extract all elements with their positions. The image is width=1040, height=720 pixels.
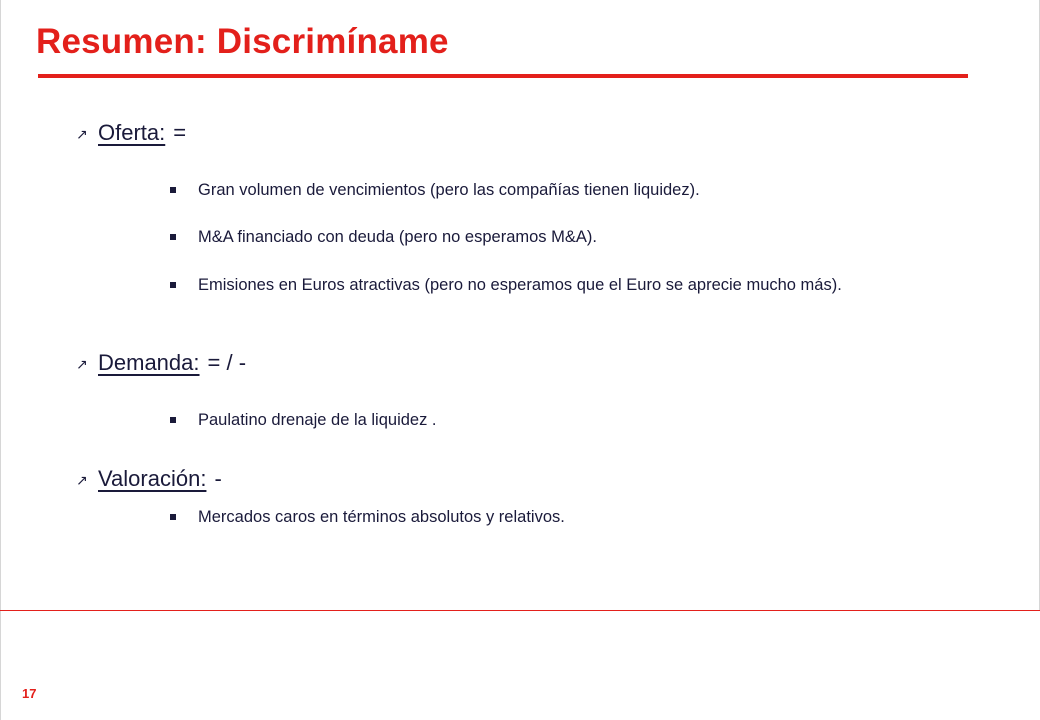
square-bullet-icon: [170, 187, 176, 193]
arrow-up-right-icon: ↗: [76, 471, 88, 488]
section-value: =: [173, 120, 187, 145]
section-label: Demanda:: [98, 350, 200, 375]
title-divider: [38, 74, 968, 78]
section-heading-demanda: [76, 350, 246, 376]
square-bullet-icon: [170, 234, 176, 240]
slide-title: Resumen: Discrimíname: [36, 22, 449, 61]
slide-left-border: [0, 0, 1, 720]
square-bullet-icon: [170, 514, 176, 520]
section-value: = / -: [207, 350, 247, 375]
arrow-up-right-icon: ↗: [76, 125, 88, 142]
section-value: -: [214, 466, 222, 491]
section-label: Oferta:: [98, 120, 166, 145]
footer-divider: [0, 610, 1040, 611]
arrow-up-right-icon: ↗: [76, 355, 88, 372]
bullet-text: M&A financiado con deuda (pero no esperamos M&A).: [198, 228, 597, 246]
page-number: 17: [22, 686, 37, 701]
bullet-text: Emisiones en Euros atractivas (pero no esperamos que el Euro se aprecie mucho más).: [198, 276, 842, 294]
bullet-text: Mercados caros en términos absolutos y relativos.: [198, 508, 565, 526]
square-bullet-icon: [170, 282, 176, 288]
bullet-text: Paulatino drenaje de la liquidez .: [198, 411, 437, 429]
section-heading-valoracion: [76, 466, 222, 492]
square-bullet-icon: [170, 417, 176, 423]
bullet-text: Gran volumen de vencimientos (pero las compañías tienen liquidez).: [198, 181, 700, 199]
section-label: Valoración:: [98, 466, 207, 491]
section-heading-oferta: [76, 120, 186, 146]
